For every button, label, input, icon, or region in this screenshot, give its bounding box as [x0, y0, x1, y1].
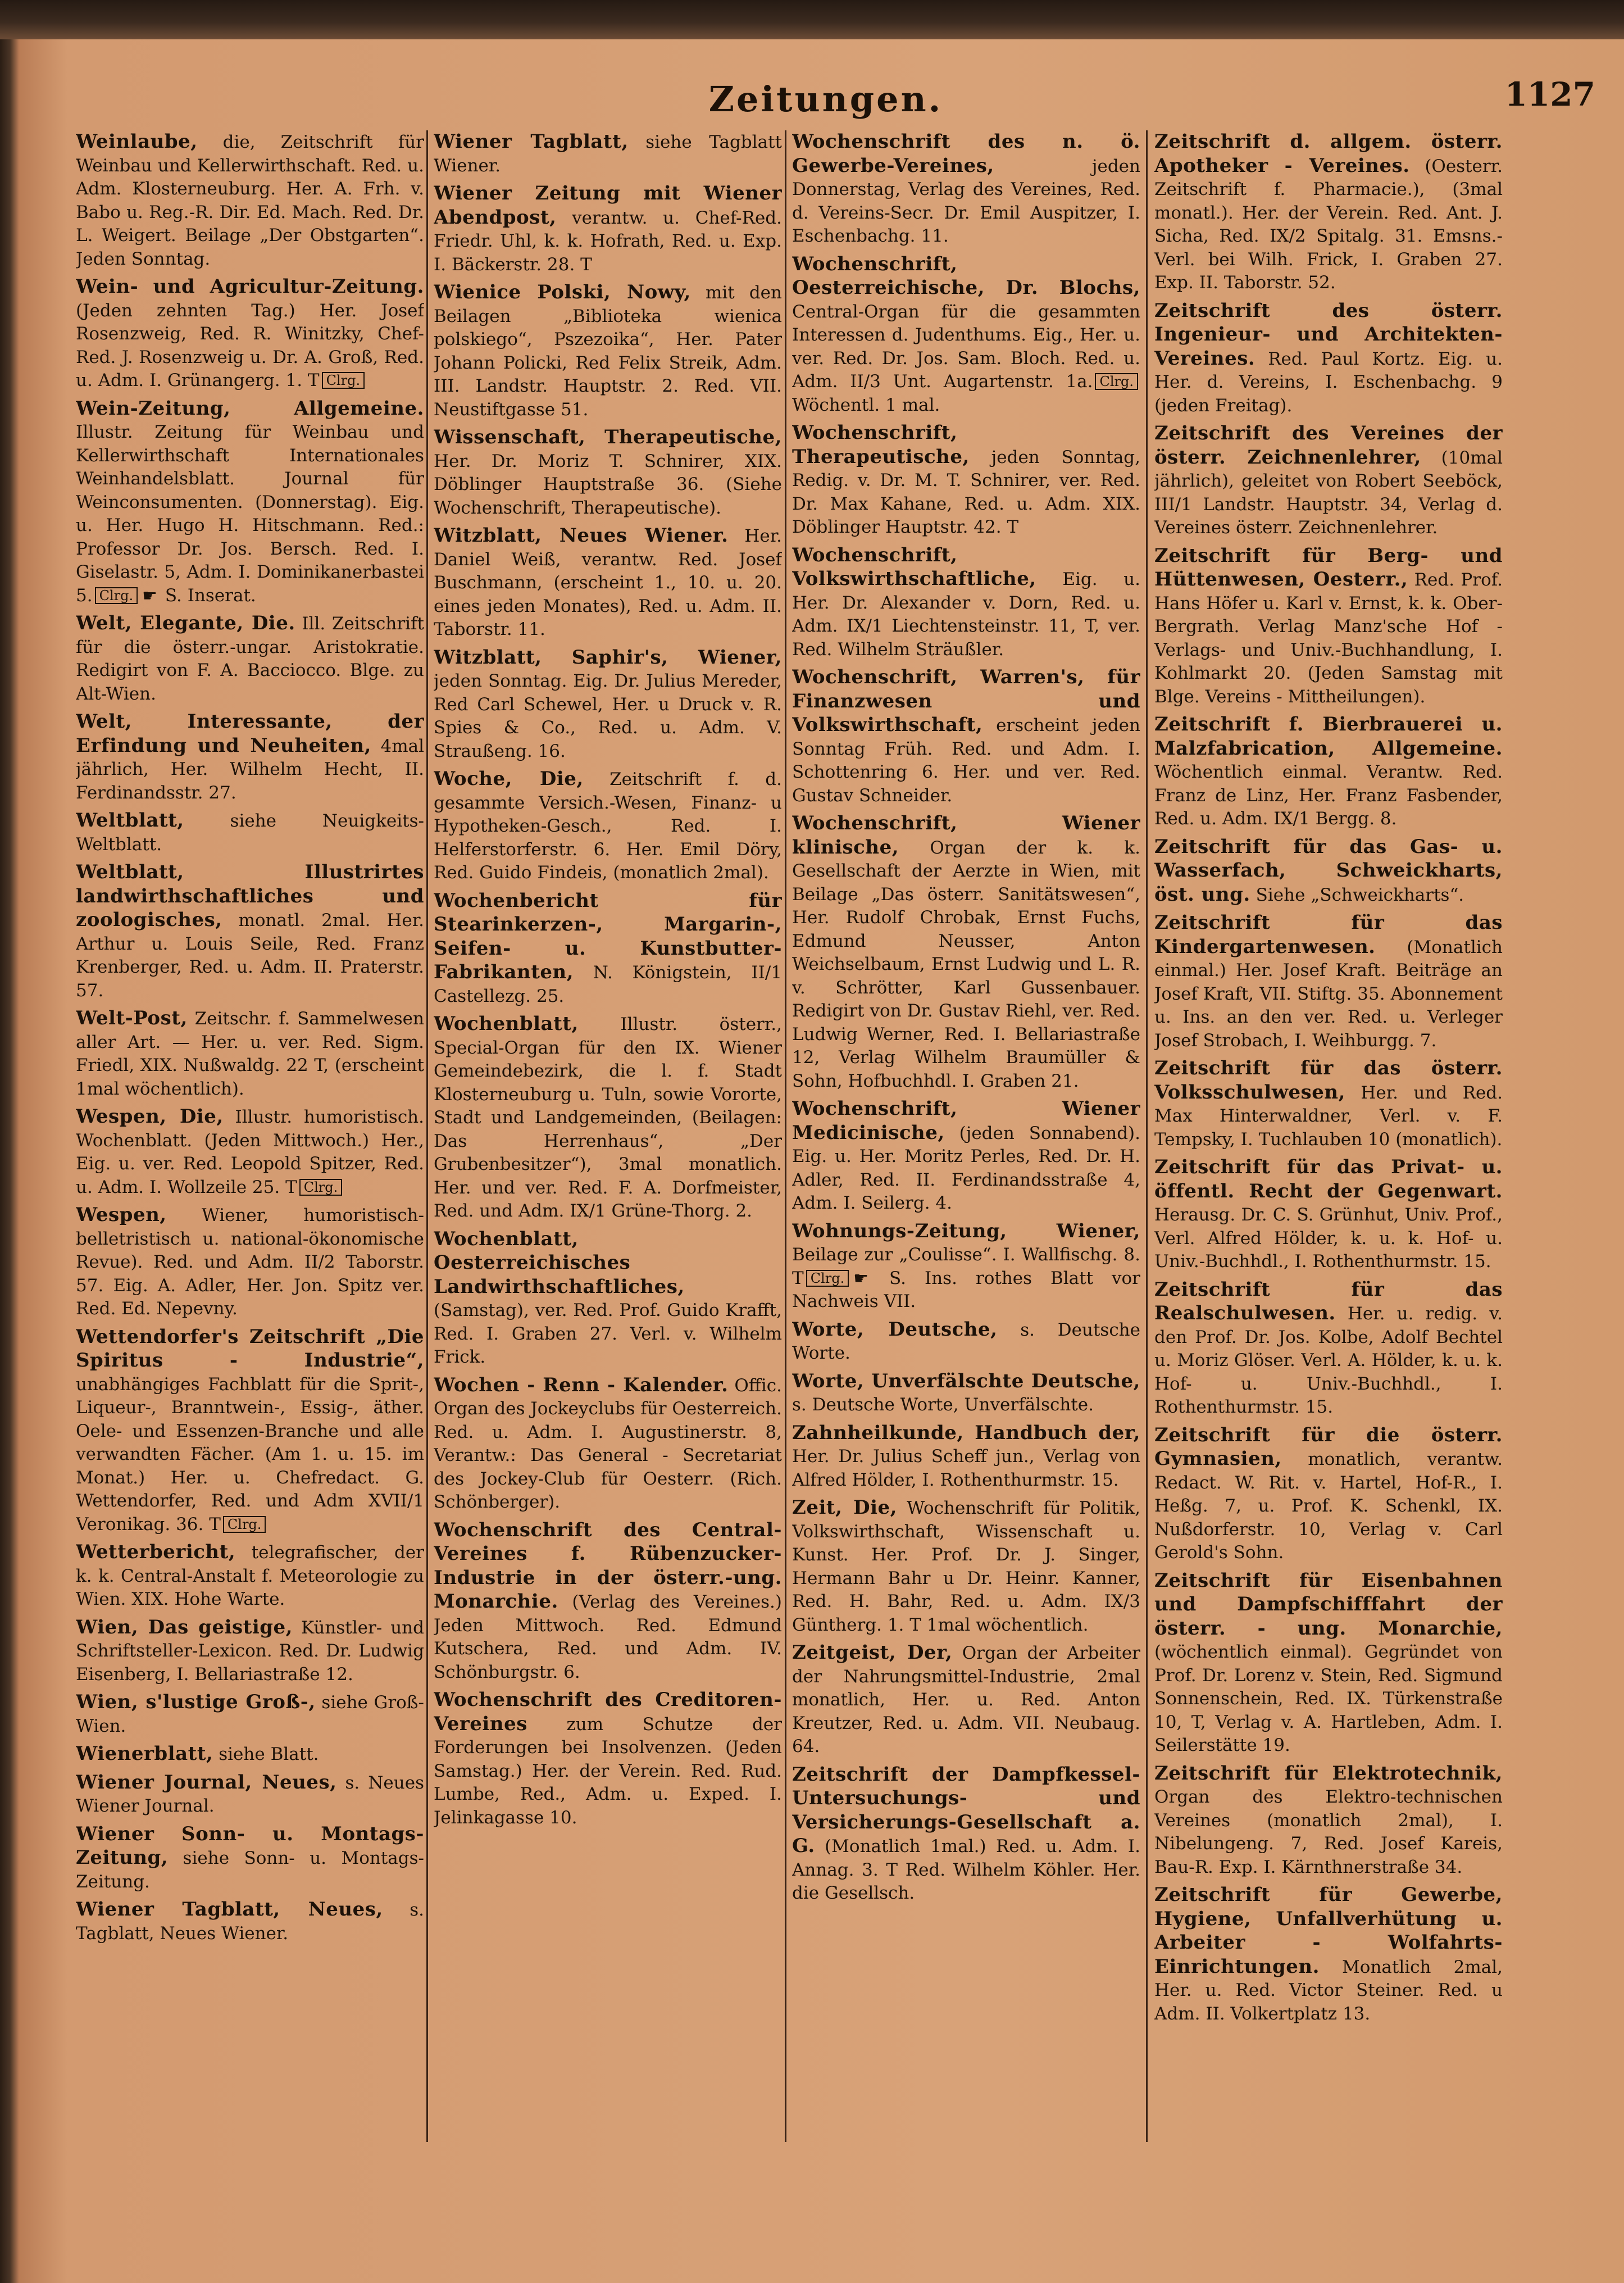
clearing-mark: Clrg. — [806, 1270, 849, 1287]
entry-body: (10mal jährlich), geleitet von Robert Seeböck, III/1 Landstr. Hauptstr. 34, Verlag d. Vereines österr. Zeichnenlehrer. — [1154, 447, 1503, 538]
entry-body: siehe Neuigkeits-Weltblatt. — [76, 811, 424, 855]
entry-body: (Verlag des Vereines.) Jeden Mittwoch. Red. Edmund Kutschera, Red. und Adm. IV. Schönburgstr. 6. — [434, 1592, 782, 1682]
directory-entry — [76, 809, 424, 856]
page-title: Zeitungen. — [708, 79, 943, 120]
entry-body: siehe Blatt. — [213, 1744, 319, 1764]
entry-body: Her. u. redig. v. den Prof. Dr. Jos. Kolbe, Adolf Bechtel u. Moriz Glöser. Verl. A. Hölder, k. u. k. Hof- u. Univ.-Buchhdl., I. Rothenthurmstr. 15. — [1154, 1304, 1503, 1417]
entry-body: Künstler- und Schriftsteller-Lexicon. Red. Dr. Ludwig Eisenberg, I. Bellariastraße 12. — [76, 1617, 424, 1685]
entry-body: Herausg. Dr. C. S. Grünhut, Univ. Prof., Verl. Alfred Hölder, k. u. k. Hof- u. Univ.-Buchhdl., I. Rothenthurmstr. 15. — [1154, 1205, 1503, 1272]
directory-entry — [792, 544, 1140, 662]
entry-heading: Welt-Post, — [76, 1007, 188, 1029]
entry-body: telegrafischer, der k. k. Central-Anstalt f. Meteorologie zu Wien. XIX. Hohe Warte. — [76, 1542, 424, 1609]
entry-heading: Wochenschrift des n. ö. Gewerbe-Vereines, — [792, 130, 1140, 177]
directory-entry — [434, 281, 782, 421]
entry-heading: Zeitschrift für Gewerbe, Hygiene, Unfallverhütung u. Arbeiter - Wolfahrts-Einrichtungen. — [1154, 1883, 1503, 1978]
directory-entry — [1154, 1883, 1503, 2026]
directory-entry — [434, 130, 782, 178]
entry-body: siehe Groß-Wien. — [76, 1692, 424, 1736]
entry-heading: Woche, Die, — [434, 768, 584, 790]
directory-entry — [76, 1771, 424, 1818]
entry-heading: Wein- und Agricultur-Zeitung. — [76, 275, 424, 298]
clearing-mark: Clrg. — [299, 1179, 343, 1196]
entry-body: monatl. 2mal. Her. Arthur u. Louis Seile, Red. Franz Krenberger, Red. u. Adm. II. Praterstr. 57. — [76, 910, 424, 1001]
entry-body: s. Deutsche Worte. — [792, 1319, 1140, 1363]
pointing-hand-icon: ☛ — [853, 1268, 869, 1288]
entry-heading: Welt, Interessante, der Erfindung und Neuheiten, — [76, 710, 424, 757]
entry-heading: Zeitschrift für die österr. Gymnasien, — [1154, 1423, 1503, 1470]
directory-entry — [434, 1228, 782, 1369]
clearing-mark: Clrg. — [1095, 373, 1138, 390]
directory-entry — [792, 1422, 1140, 1492]
entry-body: (Monatlich einmal.) Her. Josef Kraft. Beiträge an Josef Kraft, VII. Stiftg. 35. Abonnement u. Ins. an den ver. Red. u. Verleger Josef Strobach, I. Weihburgg. 7. — [1154, 937, 1503, 1051]
entry-heading: Worte, Deutsche, — [792, 1318, 998, 1341]
entry-heading: Wien, s'lustige Groß-, — [76, 1691, 316, 1713]
entry-heading: Wettendorfer's Zeitschrift „Die Spiritus - Industrie“, — [76, 1325, 424, 1372]
directory-entry — [76, 1007, 424, 1101]
entry-heading: Weltblatt, — [76, 809, 184, 832]
directory-entry — [1154, 713, 1503, 831]
entry-tail: Wöchentl. 1 mal. — [792, 394, 940, 415]
entry-body: (Jeden zehnten Tag.) Her. Josef Rosenzweig, Red. R. Winitzky, Chef-Red. J. Rosenzweig u. Dr. A. Groß, Red. u. Adm. I. Grünangerg. 1. T — [76, 300, 424, 391]
entry-body: Her. Daniel Weiß, verantw. Red. Josef Buschmann, (erscheint 1., 10. u. 20. eines jeden Monates), Red. u. Adm. II. Taborstr. 11. — [434, 526, 782, 639]
entry-heading: Zeitschrift für Elektrotechnik, — [1154, 1762, 1503, 1785]
entry-heading: Zeit, Die, — [792, 1496, 897, 1519]
column-rule — [785, 130, 786, 2142]
entry-heading: Zeitschrift der Dampfkessel-Untersuchungs- und Versicherungs-Gesellschaft a. G. — [792, 1763, 1140, 1857]
entry-body: Illustr. humoristisch. Wochenblatt. (Jeden Mittwoch.) Her., Eig. u. ver. Red. Leopold Spitzer, Red. u. Adm. I. Wollzeile 25. T — [76, 1107, 424, 1197]
entry-heading: Wiener Tagblatt, — [434, 130, 629, 153]
entry-heading: Welt, Elegante, Die. — [76, 612, 295, 634]
entry-body: (wöchentlich einmal). Gegründet von Prof. Dr. Lorenz v. Stein, Red. Sigmund Sonnenschein, Red. IX. Türkenstraße 10, T, Verlag v. A. Hartleben, Adm. I. Seilerstätte 19. — [1154, 1642, 1503, 1755]
entry-body: Illustr. Zeitung für Weinbau und Kellerwirthschaft Internationales Weinhandelsblatt. Journal für Weinconsumenten. (Donnerstag). Eig. u. Her. Hugo H. Hitschmann. Red.: Professor Dr. Jos. Bersch. Red. I. Giselastr. 5, Adm. I. Dominikanerbastei 5. — [76, 422, 424, 606]
entry-body: Wöchentlich einmal. Verantw. Red. Franz de Linz, Her. Franz Fasbender, Red. u. Adm. IX/1 Bergg. 8. — [1154, 762, 1503, 829]
entry-body: Red. Paul Kortz. Eig. u. Her. d. Vereins, I. Eschenbachg. 9 (jeden Freitag). — [1154, 348, 1503, 416]
entry-body: mit den Beilagen „Biblioteka wienica polskiego“, Pszezoika“, Her. Pater Johann Policki, Red Felix Streik, Adm. III. Landstr. Hauptstr. 2. Red. VII. Neustiftgasse 51. — [434, 283, 782, 420]
directory-entry — [792, 1318, 1140, 1365]
entry-heading: Weinlaube, — [76, 130, 198, 153]
entry-body: Eig. u. Her. Dr. Alexander v. Dorn, Red. u. Adm. IX/1 Liechtensteinstr. 11, T, ver. Red. Wilhelm Sträußler. — [792, 569, 1140, 660]
entry-heading: Wochenbericht für Stearinkerzen-, Margarin-, Seifen- u. Kunstbutter-Fabrikanten, — [434, 889, 782, 983]
entry-heading: Wohnungs-Zeitung, Wiener, — [792, 1219, 1140, 1242]
entry-body: verantw. u. Chef-Red. Friedr. Uhl, k. k. Hofrath, Red. u. Exp. I. Bäckerstr. 28. T — [434, 207, 782, 275]
clearing-mark: Clrg. — [95, 587, 138, 604]
directory-entry — [434, 889, 782, 1009]
entry-body: Offic. Organ des Jockeyclubs für Oesterreich. Red. u. Adm. I. Augustinerstr. 8, Verantw.: Das General - Secretariat des Jockey-Club für Oesterr. (Rich. Schönberger). — [434, 1375, 782, 1512]
entry-body: N. Königstein, II/1 Castellezg. 25. — [434, 963, 782, 1006]
column-1 — [76, 130, 424, 2266]
directory-entry — [76, 275, 424, 393]
entry-body: Her. und Red. Max Hinterwaldner, Verl. v. F. Tempsky, I. Tuchlauben 10 (monatlich). — [1154, 1082, 1503, 1150]
entry-heading: Wetterbericht, — [76, 1541, 236, 1563]
entry-heading: Zeitschrift für Eisenbahnen und Dampfschifffahrt der österr. - ung. Monarchie, — [1154, 1569, 1503, 1640]
directory-entry — [76, 1105, 424, 1199]
entry-body: (Monatlich 1mal.) Red. u. Adm. I. Annag. 3. T Red. Wilhelm Köhler. Her. die Gesellsch. — [792, 1836, 1140, 1903]
directory-entry — [792, 1763, 1140, 1905]
entry-body: (Samstag), ver. Red. Prof. Guido Krafft, Red. I. Graben 27. Verl. v. Wilhelm Frick. — [434, 1300, 782, 1367]
entry-heading: Wochenschrift, Wiener Medicinische, — [792, 1097, 1140, 1144]
directory-entry — [792, 812, 1140, 1093]
pointing-hand-icon: ☛ — [142, 585, 157, 606]
entry-heading: Wiener Sonn- u. Montags-Zeitung, — [76, 1822, 424, 1869]
entry-heading: Wissenschaft, Therapeutische, — [434, 426, 782, 448]
directory-entry — [76, 1691, 424, 1738]
directory-entry — [1154, 836, 1503, 907]
entry-body: jeden Donnerstag, Verlag des Vereines, Red. d. Vereins-Secr. Dr. Emil Auspitzer, I. Eschenbachg. 11. — [792, 156, 1140, 246]
running-header — [56, 67, 1595, 129]
directory-entry — [1154, 422, 1503, 540]
directory-entry — [792, 421, 1140, 539]
directory-entry — [792, 1641, 1140, 1759]
entry-body: s. Neues Wiener Journal. — [76, 1772, 424, 1816]
entry-body: 4mal jährlich, Her. Wilhelm Hecht, II. Ferdinandsstr. 27. — [76, 736, 424, 803]
directory-entry — [792, 1097, 1140, 1215]
entry-heading: Zeitschrift für das Kindergartenwesen. — [1154, 911, 1503, 958]
entry-body: Organ der k. k. Gesellschaft der Aerzte in Wien, mit Beilage „Das österr. Sanitätswesen“, Her. Rudolf Chrobak, Ernst Fuchs, Edmund Neusser, Anton Weichselbaum, Ernst Ludwig und L. R. v. Schrötter, Karl Gussenbauer. Redigirt von Dr. Gustav Riehl, ver. Red. Ludwig Werner, Red. I. Bellariastraße 12, Verlag Wilhelm Braumüller & Sohn, Hofbuchhdl. I. Graben 21. — [792, 837, 1140, 1091]
directory-entry — [76, 1898, 424, 1945]
entry-heading: Weltblatt, Illustrirtes landwirthschaftliches und zoologisches, — [76, 861, 424, 931]
entry-heading: Wochenschrift, Warren's, für Finanzwesen und Volkswirthschaft, — [792, 666, 1140, 736]
column-rule — [426, 130, 428, 2142]
entry-body: Beilage zur „Coulisse“. I. Wallfischg. 8. T — [792, 1245, 1140, 1288]
directory-entry — [76, 1616, 424, 1687]
directory-entry — [1154, 1278, 1503, 1419]
directory-entry — [434, 1013, 782, 1223]
directory-entry — [792, 666, 1140, 807]
entry-body: s. Deutsche Worte, Unverfälschte. — [792, 1395, 1094, 1415]
entry-heading: Wochenschrift, Volkswirthschaftliche, — [792, 543, 1036, 590]
directory-entry — [792, 1220, 1140, 1314]
entry-heading: Wochenschrift, Oesterreichische, Dr. Blochs, — [792, 252, 1140, 299]
entry-body: Wiener, humoristisch-belletristisch u. national-ökonomische Revue). Red. und Adm. II/2 Taborstr. 57. Eig. A. Adler, Her. Jon. Spitz ver. Red. Ed. Nepevny. — [76, 1205, 424, 1319]
entry-heading: Zeitschrift d. allgem. österr. Apotheker - Vereines. — [1154, 130, 1503, 177]
directory-entry — [1154, 544, 1503, 709]
entry-body: Monatlich 2mal, Her. u. Red. Victor Steiner. Red. u Adm. II. Volkertplatz 13. — [1154, 1957, 1503, 2024]
directory-entry — [434, 182, 782, 276]
entry-heading: Wochenschrift des Creditoren-Vereines — [434, 1689, 782, 1735]
directory-entry — [1154, 911, 1503, 1052]
entry-heading: Wochenschrift, Therapeutische, — [792, 421, 970, 468]
entry-heading: Zahnheilkunde, Handbuch der, — [792, 1421, 1140, 1444]
entry-heading: Wienerblatt, — [76, 1742, 213, 1765]
entry-body: die, Zeitschrift für Weinbau und Kellerwirthschaft. Red. u. Adm. Klosterneuburg. Her. A. Frh. v. Babo u. Reg.-R. Dir. Ed. Mach. Red. Dr. L. Weigert. Beilage „Der Obstgarten“. Jeden Sonntag. — [76, 132, 424, 269]
entry-heading: Zeitschrift für das Privat- u. öffentl. Recht der Gegenwart. — [1154, 1156, 1503, 1202]
entry-heading: Zeitgeist, Der, — [792, 1641, 953, 1664]
clearing-mark: Clrg. — [223, 1516, 266, 1533]
directory-entry — [434, 1689, 782, 1830]
directory-entry — [76, 1204, 424, 1321]
directory-entry — [76, 1326, 424, 1537]
directory-entry — [76, 397, 424, 608]
entry-heading: Wein-Zeitung, Allgemeine. — [76, 397, 424, 420]
entry-body: (Oesterr. Zeitschrift f. Pharmacie.), (3mal monatl.). Her. der Verein. Red. Ant. J. Sicha, Red. IX/2 Spitalg. 31. Emsns.-Verl. bei Wilh. Frick, I. Graben 27. Exp. II. Taborstr. 52. — [1154, 156, 1503, 293]
directory-entry — [1154, 1569, 1503, 1758]
entry-body: Red. Prof. Hans Höfer u. Karl v. Ernst, k. k. Ober-Bergrath. Verlag Manz'sche Hof - Verlags- und Univ.-Buchhandlung, I. Kohlmarkt 20. (Jeden Samstag mit Blge. Vereins - Mittheilungen). — [1154, 570, 1503, 707]
entry-heading: Wespen, — [76, 1204, 167, 1226]
entry-body: jeden Sonntag, Redig. v. Dr. M. T. Schnirer, ver. Red. Dr. Max Kahane, Red. u. Adm. XIX. Döblinger Hauptstr. 42. T — [792, 447, 1140, 537]
entry-heading: Wochenblatt, Oesterreichisches Landwirthschaftliches, — [434, 1227, 685, 1298]
directory-entry — [792, 1496, 1140, 1637]
column-3 — [792, 130, 1140, 2266]
entry-body: monatlich, verantw. Redact. W. Rit. v. Hartel, Hof-R., I. Heßg. 7, u. Prof. K. Schenkl, IX. Nußdorferstr. 10, Verlag v. Carl Gerold's Sohn. — [1154, 1449, 1503, 1563]
entry-heading: Witzblatt, Neues Wiener. — [434, 524, 729, 547]
directory-entry — [434, 426, 782, 520]
entry-heading: Witzblatt, Saphir's, Wiener, — [434, 646, 782, 669]
entry-body: Organ des Elektro-technischen Vereines (monatlich 2mal), I. Nibelungeng. 7, Red. Josef Kareis, Bau-R. Exp. I. Kärnthnerstraße 34. — [1154, 1787, 1503, 1877]
directory-entry — [434, 1374, 782, 1514]
directory-entry — [1154, 1762, 1503, 1880]
entry-body: (jeden Sonnabend). Eig. u. Her. Moritz Perles, Red. Dr. H. Adler, Red. II. Ferdinandsstraße 4, Adm. I. Seilerg. 4. — [792, 1123, 1140, 1213]
entry-body: erscheint jeden Sonntag Früh. Red. und Adm. I. Schottenring 6. Her. und ver. Red. Gustav Schneider. — [792, 715, 1140, 806]
entry-tail: S. Inserat. — [160, 585, 256, 606]
entry-body: siehe Tagblatt Wiener. — [434, 132, 782, 176]
entry-tail: S. Ins. rothes Blatt vor Nachweis VII. — [792, 1268, 1140, 1311]
directory-entry — [434, 768, 782, 885]
book-binding-edge — [0, 0, 1624, 39]
directory-entry — [792, 253, 1140, 417]
directory-entry — [1154, 1156, 1503, 1274]
entry-body: Zeitschr. f. Sammelwesen aller Art. — Her. u. ver. Red. Sigm. Friedl, XIX. Nußwaldg. 22 T, (erscheint 1mal wöchentlich). — [76, 1009, 424, 1099]
entry-heading: Zeitschrift für Berg- und Hüttenwesen, Oesterr., — [1154, 544, 1503, 591]
directory-entry — [76, 1823, 424, 1894]
directory-entry — [1154, 130, 1503, 295]
entry-heading: Zeitschrift für das Realschulwesen. — [1154, 1278, 1503, 1324]
column-4 — [1154, 130, 1503, 2266]
entry-body: Illustr. österr., Special-Organ für den IX. Wiener Gemeindebezirk, die l. f. Stadt Klosterneuburg u. Tuln, sowie Vororte, Stadt und Landgemeinden, (Beilagen: Das Herrenhaus“, „Der Grubenbesitzer“), 3mal monatlich. Her. und ver. Red. F. A. Dorfmeister, Red. und Adm. IX/1 Grüne-Thorg. 2. — [434, 1014, 782, 1221]
entry-heading: Zeitschrift des österr. Ingenieur- und Architekten-Vereines. — [1154, 299, 1503, 370]
entry-heading: Zeitschrift des Vereines der österr. Zeichnenlehrer, — [1154, 422, 1503, 469]
entry-heading: Wien, Das geistige, — [76, 1615, 293, 1639]
entry-body: Organ der Arbeiter der Nahrungsmittel-Industrie, 2mal monatlich, Her. u. Red. Anton Kreutzer, Red. u. Adm. VII. Neubaug. 64. — [792, 1643, 1140, 1756]
entry-heading: Wochenschrift des Central-Vereines f. Rübenzucker-Industrie in der österr.-ung. Monarchie. — [434, 1518, 782, 1613]
directory-entry — [792, 1370, 1140, 1417]
directory-entry — [1154, 299, 1503, 418]
entry-body: s. Tagblatt, Neues Wiener. — [76, 1900, 424, 1944]
entry-heading: Zeitschrift f. Bierbrauerei u. Malzfabrication, Allgemeine. — [1154, 713, 1503, 760]
directory-entry — [76, 1742, 424, 1767]
entry-heading: Wochenschrift, Wiener klinische, — [792, 812, 1140, 859]
directory-entry — [76, 1541, 424, 1612]
column-2 — [434, 130, 782, 2266]
entry-heading: Wiener Zeitung mit Wiener Abendpost, — [434, 182, 782, 229]
entry-body: zum Schutze der Forderungen bei Insolvenzen. (Jeden Samstag.) Her. der Verein. Red. Rud. Lumbe, Red., Adm. u. Exped. I. Jelinkagasse 10. — [434, 1714, 782, 1828]
entry-heading: Worte, Unverfälschte Deutsche, — [792, 1369, 1140, 1392]
page-number: 1127 — [1504, 75, 1595, 114]
column-rule — [1146, 130, 1148, 2142]
entry-body: Ill. Zeitschrift für die österr.-ungar. Aristokratie. Redigirt von F. A. Bacciocco. Blge. zu Alt-Wien. — [76, 614, 424, 704]
entry-heading: Zeitschrift für das österr. Volksschulwesen, — [1154, 1057, 1503, 1104]
entry-heading: Wochen - Renn - Kalender. — [434, 1373, 729, 1396]
entry-heading: Wiener Journal, Neues, — [76, 1771, 337, 1794]
entry-body: Her. Dr. Julius Scheff jun., Verlag von Alfred Hölder, I. Rothenthurmstr. 15. — [792, 1446, 1140, 1490]
entry-body: Zeitschrift f. d. gesammte Versich.-Wesen, Finanz- u Hypotheken-Gesch., Red. I. Helferstorferstr. 6. Her. Emil Döry, Red. Guido Findeis, (monatlich 2mal). — [434, 769, 782, 883]
entry-body: Central-Organ für die gesammten Interessen d. Judenthums. Eig., Her. u. ver. Red. Dr. Jos. Sam. Bloch. Red. u. Adm. II/3 Unt. Augartenstr. 1a. — [792, 301, 1140, 392]
directory-entry — [76, 861, 424, 1002]
entry-body: Wochenschrift für Politik, Volkswirthschaft, Wissenschaft u. Kunst. Her. Prof. Dr. J. Singer, Hermann Bahr u Dr. Heinr. Kanner, Red. H. Bahr, Red. u. Adm. IX/3 Güntherg. 1. T 1mal wöchentlich. — [792, 1498, 1140, 1635]
directory-entry — [76, 130, 424, 271]
directory-entry — [434, 1519, 782, 1685]
entry-heading: Wespen, Die, — [76, 1105, 224, 1128]
entry-body: unabhängiges Fachblatt für die Sprit-, Liqueur-, Branntwein-, Essig-, äther. Oele- und Essenzen-Branche und alle verwandten Fächer. (Am 1. u. 15. im Monat.) Her. u. Chefredact. G. Wettendorfer, Red. und Adm XVII/1 Veronikag. 36. T — [76, 1374, 424, 1535]
entry-body: Her. Dr. Moriz T. Schnirer, XIX. Döblinger Hauptstraße 36. (Siehe Wochenschrift, Therapeutische). — [434, 451, 782, 518]
clearing-mark: Clrg. — [322, 372, 365, 389]
entry-heading: Wochenblatt, — [434, 1013, 579, 1035]
directory-entry — [1154, 1424, 1503, 1565]
directory-entry — [1154, 1057, 1503, 1151]
directory-entry — [434, 524, 782, 642]
entry-body: Siehe „Schweickharts“. — [1250, 884, 1464, 905]
entry-heading: Wiener Tagblatt, Neues, — [76, 1898, 383, 1921]
directory-entry — [792, 130, 1140, 248]
directory-entry — [76, 710, 424, 805]
entry-heading: Wienice Polski, Nowy, — [434, 281, 691, 303]
directory-entry — [76, 612, 424, 706]
entry-body: siehe Sonn- u. Montags-Zeitung. — [76, 1848, 424, 1892]
entry-body: jeden Sonntag. Eig. Dr. Julius Mereder, Red Carl Schewel, Her. u Druck v. R. Spies & Co., Red. u. Adm. V. Straußeng. 16. — [434, 671, 782, 761]
directory-entry — [434, 646, 782, 764]
entry-heading: Zeitschrift für das Gas- u. Wasserfach, Schweickharts, öst. ung. — [1154, 835, 1503, 906]
